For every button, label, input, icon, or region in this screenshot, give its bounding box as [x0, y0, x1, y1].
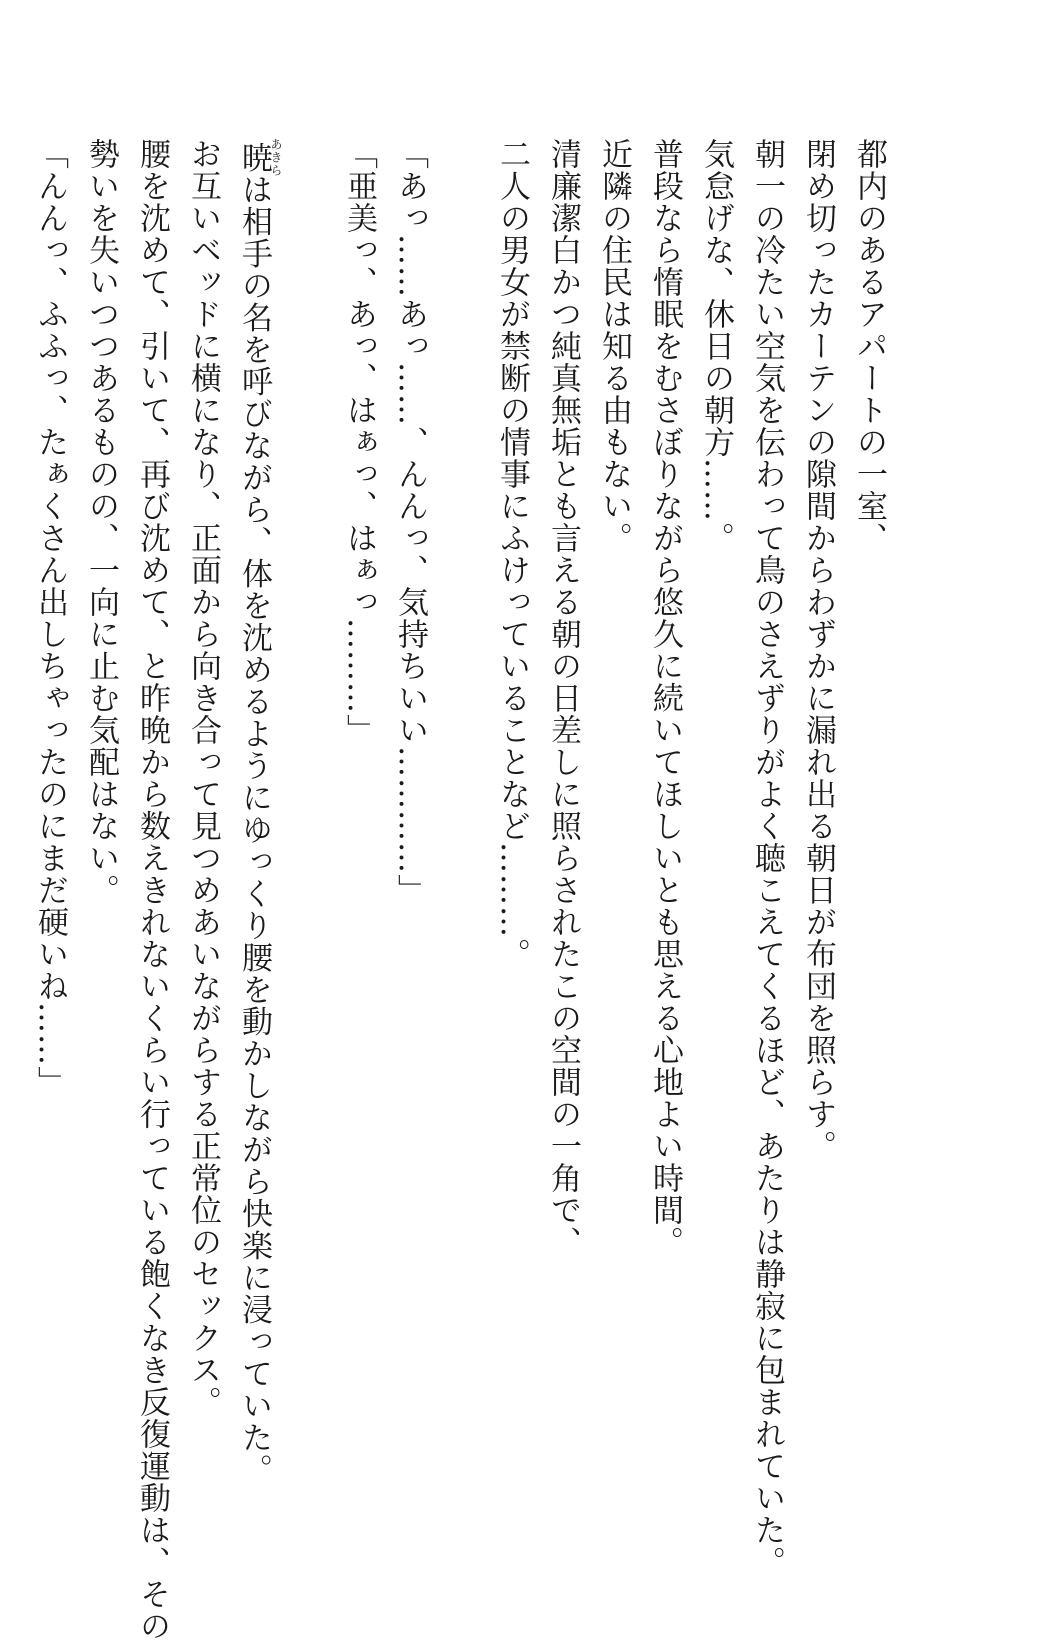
ruby-reading: あきら	[269, 138, 283, 177]
text-line: 二人の男女が禁断の情事にふけっていることなど………。	[494, 138, 530, 970]
text-line: 都内のあるアパートの一室、	[851, 138, 887, 554]
blank-line	[435, 138, 486, 1388]
text-line: お互いベッドに横になり、正面から向き合って見つめあいながらする正常位のセックス。	[185, 138, 221, 1418]
text-line: 朝一の冷たい空気を伝わって鳥のさえずりがよく聴こえてくるほど、あたりは静寂に包まれていた。	[749, 138, 785, 1578]
dialogue-line: 「あっ……あっ……、んんっ、気持ちいい…………」	[392, 138, 428, 906]
text-line: 気怠げな、休日の朝方……。	[698, 138, 734, 554]
text-line: 清廉潔白かつ純真無垢とも言える朝の日差しに照らされたこの空間の一角で、	[545, 138, 581, 1258]
text-line-rest: は相手の名を呼びながら、体を沈めるようにゆっくり腰を動かしながら快楽に浸っていた。	[236, 173, 272, 1486]
text-line-with-ruby	[228, 138, 283, 1486]
blank-line	[282, 138, 333, 1388]
dialogue-line: 「亜美っ、あっ、はぁっ、はぁっ………」	[341, 138, 377, 746]
vertical-text-body	[24, 138, 894, 1642]
ruby-base: 暁	[236, 138, 272, 177]
dialogue-line: 「んんっ、ふふっ、たぁくさん出しちゃったのにまだ硬いね……」	[32, 138, 68, 1098]
text-line: 閉め切ったカーテンの隙間からわずかに漏れ出る朝日が布団を照らす。	[800, 138, 836, 1162]
ruby-name	[236, 138, 283, 177]
text-line: 腰を沈めて、引いて、再び沈めて、と昨晩から数えきれないくらい行っている飽くなき反復運動は、その	[134, 138, 170, 1642]
text-line: 勢いを失いつつあるものの、一向に止む気配はない。	[83, 138, 119, 906]
text-line: 近隣の住民は知る由もない。	[596, 138, 632, 554]
text-line: 普段なら惰眠をむさぼりながら悠久に続いてほしいとも思える心地よい時間。	[647, 138, 683, 1258]
